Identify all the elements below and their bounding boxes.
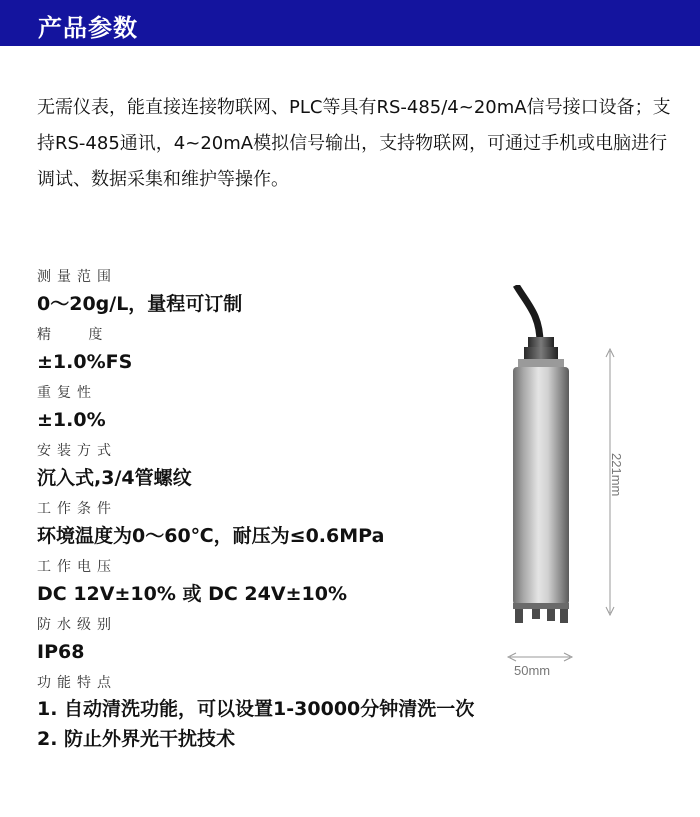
sensor-body bbox=[513, 367, 569, 605]
spec-item-range bbox=[37, 266, 507, 324]
intro-paragraph: 无需仪表，能直接连接物联网、PLC等具有RS-485/4~20mA信号接口设备；支持RS-485通讯，4~20mA模拟信号输出，支持物联网，可通过手机或电脑进行调试、数据采集和维护等操作。 bbox=[37, 97, 671, 190]
spec-item-accuracy bbox=[37, 324, 507, 382]
features-block bbox=[37, 672, 507, 754]
section-title: 产品参数 bbox=[38, 14, 138, 42]
spec-value: ±1.0% bbox=[37, 409, 106, 431]
features-label: 功能特点 bbox=[37, 675, 117, 691]
spec-label: 工作条件 bbox=[37, 501, 117, 517]
cable bbox=[516, 285, 540, 343]
spec-value: DC 12V±10% 或 DC 24V±10% bbox=[37, 583, 347, 605]
product-figure bbox=[470, 285, 690, 705]
spec-item-conditions bbox=[37, 498, 507, 556]
spec-label: 测量范围 bbox=[37, 269, 117, 285]
feature-item: 2. 防止外界光干扰技术 bbox=[37, 728, 236, 750]
spec-value: ±1.0%FS bbox=[37, 351, 133, 373]
section-header bbox=[0, 0, 700, 46]
height-dimension-label: 221mm bbox=[609, 453, 624, 497]
spec-label: 精 度 bbox=[37, 327, 109, 343]
sensor-image bbox=[470, 285, 690, 705]
width-dimension-label: 50mm bbox=[514, 663, 551, 678]
spec-item-installation bbox=[37, 440, 507, 498]
spec-item-voltage bbox=[37, 556, 507, 614]
spec-label: 防水级别 bbox=[37, 617, 117, 633]
spec-label: 工作电压 bbox=[37, 559, 117, 575]
spec-value: 沉入式,3/4管螺纹 bbox=[37, 467, 192, 489]
spec-label: 重复性 bbox=[37, 385, 97, 401]
spec-item-waterproof bbox=[37, 614, 507, 672]
feature-list bbox=[37, 694, 507, 754]
spec-value: IP68 bbox=[37, 641, 85, 663]
spec-value: 环境温度为0～60℃，耐压为≤0.6MPa bbox=[37, 525, 385, 547]
spec-list bbox=[37, 266, 507, 754]
spec-item-repeatability bbox=[37, 382, 507, 440]
spec-value: 0～20g/L，量程可订制 bbox=[37, 293, 243, 315]
feature-item: 1. 自动清洗功能，可以设置1-30000分钟清洗一次 bbox=[37, 698, 475, 720]
spec-label: 安装方式 bbox=[37, 443, 117, 459]
